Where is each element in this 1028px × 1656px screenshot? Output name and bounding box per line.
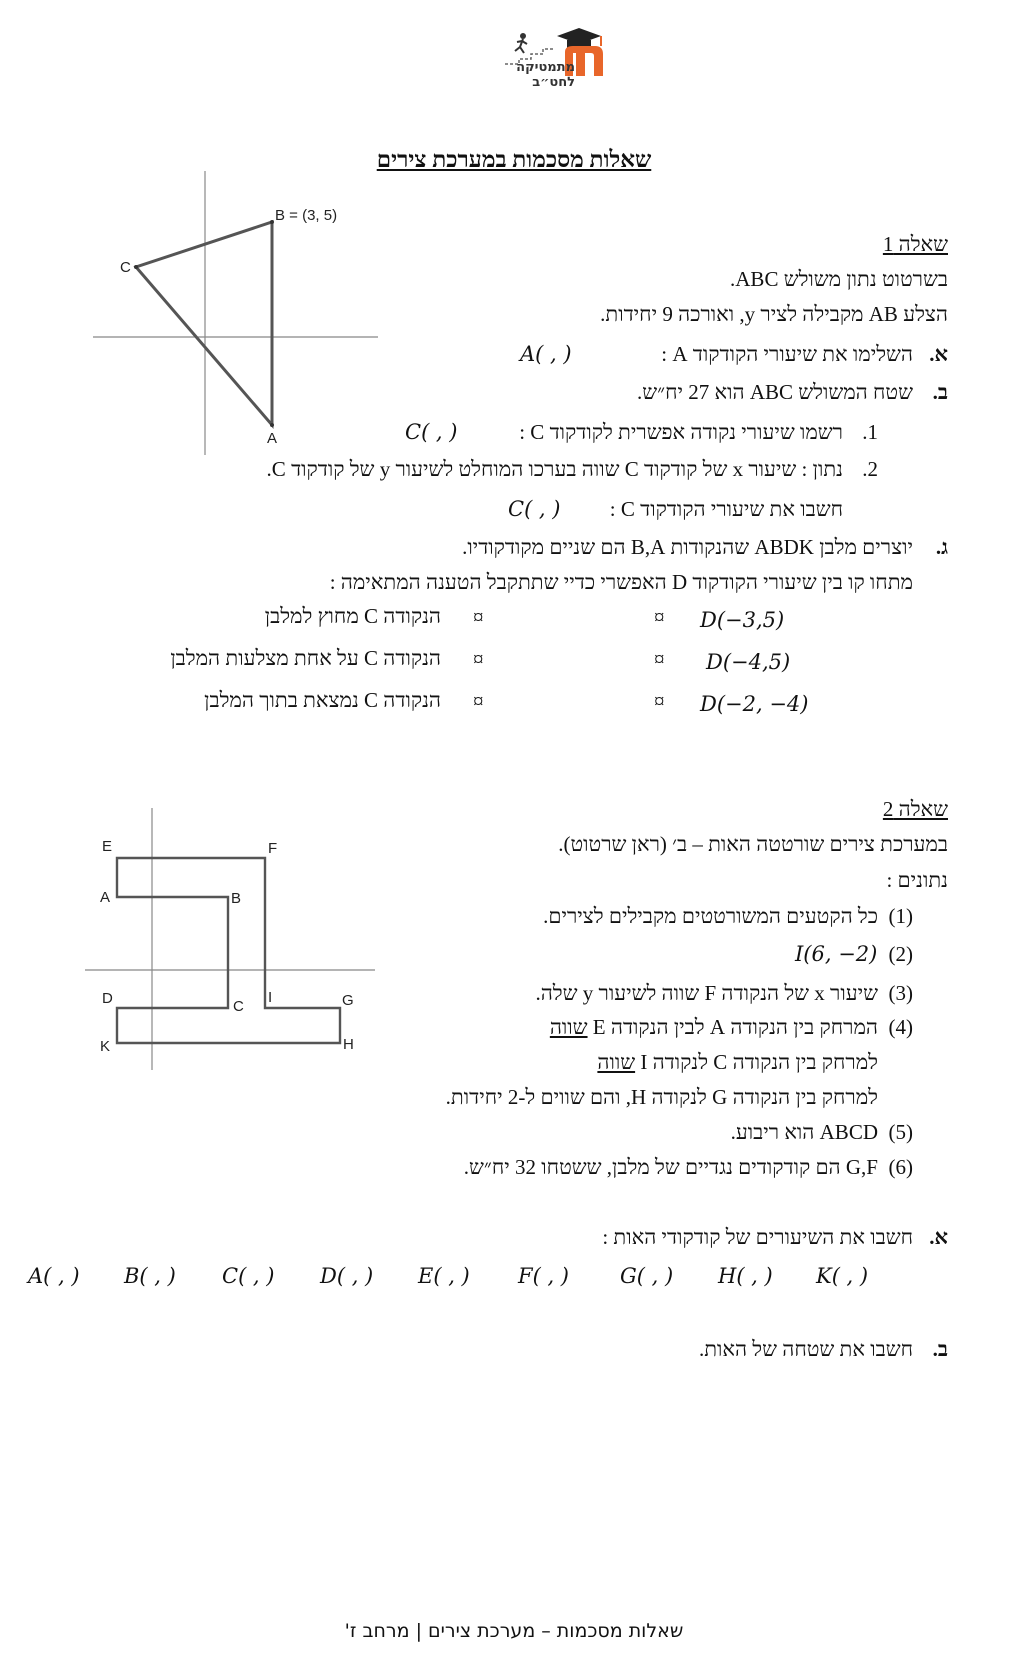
page-footer: שאלות מסכמות – מערכת צירים | מרחב ז': [344, 1620, 684, 1642]
q2-item-5: ABCD הוא ריבוע.: [730, 1120, 878, 1144]
q1-a-text: השלימו את שיעורי הקודקוד A :: [661, 342, 913, 366]
q1-c-text: יוצרים מלבן ABDK שהנקודות B,A הם שניים מקודקודיו.: [462, 535, 913, 559]
point-a: [270, 423, 274, 427]
q2-item-2: I(6, −2): [795, 942, 878, 966]
q2-item-4b-text: למרחק בין הנקודה C לנקודה I: [635, 1050, 878, 1074]
label-e: E: [102, 838, 113, 855]
q2-item-4b: [597, 1050, 878, 1075]
q2-a-text: חשבו את השיעורים של קודקודי האות :: [602, 1225, 913, 1249]
q2-item-3: שיעור x של הנקודה F שווה לשיעור y שלה.: [535, 981, 878, 1005]
match-left-3: D(−2, −4): [700, 692, 809, 716]
point-c: [134, 265, 138, 269]
q1-a-blank: A( , ): [520, 342, 572, 366]
label-f: F: [268, 840, 278, 857]
coord-k: K( , ): [816, 1264, 869, 1288]
q1-line1: בשרטוט נתון משולש ABC.: [730, 267, 948, 291]
q1-heading: שאלה 1: [882, 232, 948, 256]
q1-b2-blank: C( , ): [508, 497, 561, 521]
label-b2: B: [231, 890, 242, 907]
match-dot-left-1[interactable]: ¤: [654, 605, 665, 629]
label-c2: C: [233, 998, 244, 1015]
q2-b-label: ב.: [932, 1337, 948, 1361]
q1-b1-num: 1.: [862, 420, 878, 444]
coord-e: E( , ): [418, 1264, 470, 1288]
q1-c-text2: מתחו קו בין שיעורי הקודקוד D האפשרי כדיי שתתקבל הטענה המתאימה :: [329, 570, 913, 594]
q1-line2: הצלע AB מקבילה לציר y, ואורכה 9 יחידות.: [600, 302, 948, 326]
q2-item-4b-equal: שווה: [597, 1050, 636, 1074]
match-right-1: הנקודה C מחוץ למלבן: [264, 604, 441, 628]
match-dot-left-3[interactable]: ¤: [654, 689, 665, 713]
q2-item-1: כל הקטעים המשורטטים מקבילים לצירים.: [543, 904, 878, 928]
label-k: K: [100, 1038, 111, 1055]
page-title-text: שאלות מסכמות במערכת צירים: [376, 147, 652, 172]
q1-c-label: ג.: [935, 535, 948, 559]
q1-triangle-graph: [88, 168, 388, 458]
match-dot-left-2[interactable]: ¤: [654, 647, 665, 671]
q2-item-4c: למרחק בין הנקודה G לנקודה H, והם שווים ל-2 יחידות.: [445, 1085, 878, 1109]
q1-b-text: שטח המשולש ABC הוא 27 יח״ש.: [637, 380, 913, 404]
label-a2: A: [100, 889, 111, 906]
coord-g: G( , ): [620, 1264, 674, 1288]
coord-c: C( , ): [222, 1264, 275, 1288]
triangle-abc: [136, 222, 272, 425]
q1-b2-text2: חשבו את שיעורי הקודקוד C :: [609, 497, 843, 521]
label-i: I: [268, 989, 273, 1006]
match-left-1: D(−3,5): [700, 608, 785, 632]
q2-line1: במערכת צירים שורטטה האות – ב׳ (ראן שרטוט).: [558, 832, 948, 856]
q2-item-4: [550, 1015, 878, 1040]
q2-line2: נתונים :: [886, 868, 948, 892]
label-g: G: [342, 992, 354, 1009]
match-left-2: D(−4,5): [706, 650, 791, 674]
match-right-3: הנקודה C נמצאת בתוך המלבן: [204, 688, 441, 712]
match-dot-right-3[interactable]: ¤: [473, 689, 484, 713]
letter-bet-shape: [117, 858, 340, 1043]
q2-letter-graph: [85, 805, 385, 1075]
q1-b2-text: נתון : שיעור x של קודקוד C שווה בערכו המוחלט לשיעור y של קודקוד C.: [266, 457, 843, 481]
q1-b-label: ב.: [932, 380, 948, 404]
match-right-2: הנקודה C על אחת מצלעות המלבן: [170, 646, 441, 670]
coord-a: A( , ): [28, 1264, 80, 1288]
label-h: H: [343, 1036, 354, 1053]
match-dot-right-1[interactable]: ¤: [473, 605, 484, 629]
label-c: C: [120, 259, 131, 276]
label-b: B = (3, 5): [275, 207, 338, 224]
q2-b-text: חשבו את שטחה של האות.: [698, 1337, 913, 1361]
q1-b1-text: רשמו שיעורי נקודה אפשרית לקודקוד C :: [519, 420, 843, 444]
q2-item-1-num: (1): [888, 904, 913, 928]
coord-b: B( , ): [124, 1264, 176, 1288]
q2-item-6-num: (6): [888, 1155, 913, 1179]
q1-b2-num: 2.: [862, 457, 878, 481]
match-dot-right-2[interactable]: ¤: [473, 647, 484, 671]
q2-item-4-text: המרחק בין הנקודה A לבין הנקודה E: [587, 1015, 878, 1039]
q2-item-4-num: (4): [888, 1015, 913, 1039]
q2-item-4-equal: שווה: [549, 1015, 588, 1039]
q2-item-3-num: (3): [888, 981, 913, 1005]
q1-a-label: א.: [929, 342, 948, 366]
label-d2: D: [102, 990, 113, 1007]
logo-text: מתמטיקה לחט״ב: [516, 60, 575, 90]
coord-f: F( , ): [518, 1264, 569, 1288]
q2-item-2-num: (2): [888, 942, 913, 966]
coord-h: H( , ): [718, 1264, 773, 1288]
q2-item-5-num: (5): [888, 1120, 913, 1144]
point-b: [270, 220, 274, 224]
coord-d: D( , ): [320, 1264, 374, 1288]
q2-item-6: G,F הם קודקודים נגדיים של מלבן, ששטחו 32 יח״ש.: [463, 1155, 878, 1179]
label-a: A: [267, 430, 278, 447]
q2-a-label: א.: [929, 1225, 948, 1249]
q1-b1-blank: C( , ): [405, 420, 458, 444]
q2-heading: שאלה 2: [882, 797, 948, 821]
logo: [475, 22, 650, 90]
